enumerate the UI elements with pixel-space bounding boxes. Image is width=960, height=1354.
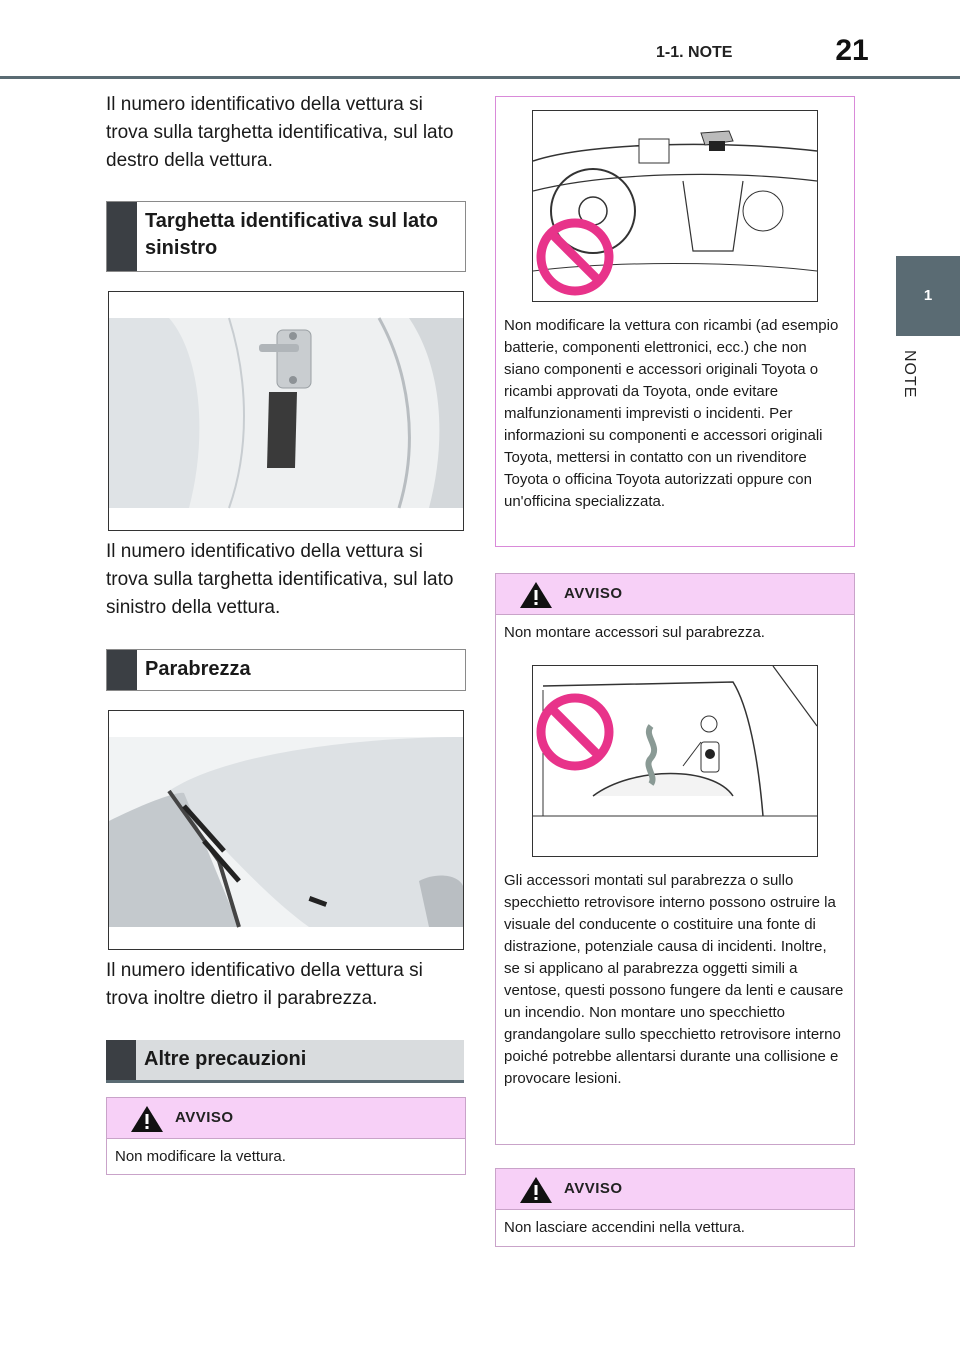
warning-box-windshield <box>495 573 855 1145</box>
modification-box <box>495 96 855 547</box>
modification-text: Non modificare la vettura con ricambi (ad esempio batterie, componenti elettronici, ecc.) che non siano componenti e accessori originali Toyota o ricambi approvati da Toyota, onde evitare malfunzionamenti imprevisti o incidenti. Per informazioni su componenti e accessori originali Toyota, mettersi in contatto con un rivenditore Toyota o officina Toyota autorizzati oppure con un'officina specializzata. <box>504 317 839 510</box>
warning-header <box>496 1169 854 1210</box>
warning-triangle-icon <box>518 580 554 610</box>
section-title: Altre precauzioni <box>144 1048 307 1070</box>
windshield-paragraph: Il numero identificativo della vettura si trova inoltre dietro il parabrezza. <box>106 960 423 1009</box>
section-heading: 1-1. NOTE <box>656 44 733 61</box>
warning-title: AVVISO <box>564 1180 623 1197</box>
warning-box-modify <box>106 1097 466 1175</box>
section-bar <box>107 650 137 690</box>
page-number: 21 <box>835 34 869 67</box>
warning-text: Non modificare la vettura. <box>115 1148 286 1165</box>
section-header-windshield <box>106 649 466 691</box>
section-bar <box>106 1040 136 1080</box>
warning-triangle-icon <box>129 1104 165 1134</box>
warning-header <box>496 574 854 615</box>
warning-text: Non montare accessori sul parabrezza. <box>504 624 765 641</box>
warning-header <box>107 1098 465 1139</box>
section-title: Parabrezza <box>145 658 251 680</box>
door-pillar-illustration <box>108 291 464 531</box>
windshield-accessory-illustration <box>532 665 818 857</box>
section-bar <box>107 202 137 271</box>
warning-title: AVVISO <box>564 585 623 602</box>
section-header-precautions <box>106 1040 464 1083</box>
warning-title: AVVISO <box>175 1109 234 1126</box>
section-title: Targhetta identificativa sul lato sinistro <box>145 210 439 259</box>
windshield-illustration <box>108 710 464 950</box>
section-header-left-plate <box>106 201 466 272</box>
chapter-label: NOTE <box>901 350 918 399</box>
warning-triangle-icon <box>518 1175 554 1205</box>
chapter-tab: 1 <box>896 256 960 336</box>
interior-prohibition-illustration <box>532 110 818 302</box>
intro-paragraph: Il numero identificativo della vettura si trova sulla targhetta identificativa, sul lato destro della vettura. <box>106 94 454 171</box>
left-plate-paragraph: Il numero identificativo della vettura si trova sulla targhetta identificativa, sul lato sinistro della vettura. <box>106 541 454 618</box>
warning-box-lighters <box>495 1168 855 1247</box>
warning-text: Non lasciare accendini nella vettura. <box>504 1219 745 1236</box>
warning-text-detail: Gli accessori montati sul parabrezza o sullo specchietto retrovisore interno possono ostruire la visuale del conducente o costituire una fonte di distrazione, potenziale causa di incidenti. Inoltre, se si applicano al parabrezza oggetti simili a ventose, questi possono fungere da lenti e causare un incendio. Non montare uno specchietto grandangolare sullo specchietto retrovisore interno poiché potrebbe allentarsi durante una collisione e provocare lesioni. <box>504 872 844 1087</box>
header-rule <box>0 76 960 79</box>
